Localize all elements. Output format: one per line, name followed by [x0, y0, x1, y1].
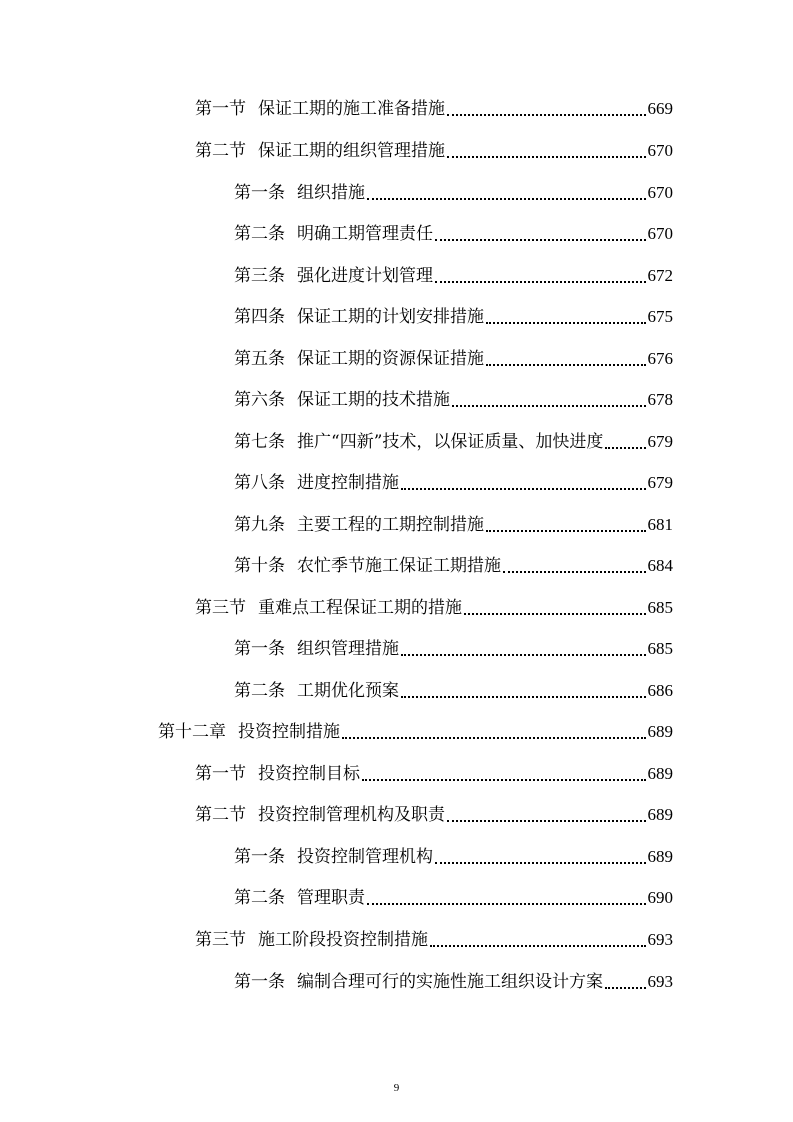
- toc-entry-number: 第五条: [234, 349, 285, 369]
- toc-entry-title: 投资控制管理机构: [297, 847, 433, 867]
- toc-entry-title: 投资控制措施: [238, 722, 340, 742]
- toc-entry-title: 管理职责: [297, 888, 365, 908]
- toc-leader-dots: [486, 530, 646, 532]
- toc-entry[interactable]: [234, 679, 673, 703]
- toc-leader-dots: [342, 737, 646, 739]
- toc-entry[interactable]: [234, 347, 673, 371]
- toc-entry[interactable]: [234, 554, 673, 578]
- toc-entry-title: 投资控制目标: [258, 764, 360, 784]
- toc-entry-number: 第一条: [234, 972, 285, 992]
- toc-entry-title: 编制合理可行的实施性施工组织设计方案: [297, 972, 603, 992]
- toc-leader-dots: [605, 447, 645, 449]
- toc-entry[interactable]: [234, 430, 673, 454]
- toc-leader-dots: [486, 322, 646, 324]
- toc-leader-dots: [362, 779, 646, 781]
- toc-entry-page: 689: [647, 805, 673, 824]
- toc-entry[interactable]: [234, 471, 673, 495]
- toc-entry[interactable]: [234, 513, 673, 537]
- toc-entry-title: 保证工期的技术措施: [297, 390, 450, 410]
- toc-leader-dots: [486, 364, 646, 366]
- toc-entry-number: 第一节: [195, 99, 246, 119]
- toc-entry-title: 保证工期的组织管理措施: [258, 141, 445, 161]
- toc-entry-page: 670: [647, 224, 673, 243]
- toc-entry-title: 进度控制措施: [297, 473, 399, 493]
- toc-entry[interactable]: [195, 97, 673, 121]
- toc-leader-dots: [447, 114, 646, 116]
- toc-entry[interactable]: [234, 181, 673, 205]
- toc-entry[interactable]: [234, 264, 673, 288]
- toc-entry-page: 669: [647, 99, 673, 118]
- toc-entry-page: 679: [647, 473, 673, 492]
- toc-leader-dots: [401, 654, 646, 656]
- toc-entry-number: 第一条: [234, 183, 285, 203]
- toc-leader-dots: [430, 945, 646, 947]
- toc-entry-number: 第二条: [234, 224, 285, 244]
- toc-entry-title: 明确工期管理责任: [297, 224, 433, 244]
- toc-entry-page: 676: [647, 349, 673, 368]
- toc-entry-number: 第十条: [234, 556, 285, 576]
- toc-entry-title: 重难点工程保证工期的措施: [258, 598, 462, 618]
- toc-entry-number: 第一条: [234, 639, 285, 659]
- toc-entry[interactable]: [234, 845, 673, 869]
- toc-entry-title: 保证工期的施工准备措施: [258, 99, 445, 119]
- toc-leader-dots: [464, 613, 646, 615]
- toc-entry-page: 675: [647, 307, 673, 326]
- toc-entry-page: 684: [647, 556, 673, 575]
- toc-entry-number: 第三节: [195, 598, 246, 618]
- toc-entry-page: 685: [647, 598, 673, 617]
- toc-entry-number: 第二节: [195, 141, 246, 161]
- toc-entry-number: 第八条: [234, 473, 285, 493]
- toc-leader-dots: [447, 820, 646, 822]
- toc-entry-number: 第九条: [234, 515, 285, 535]
- toc-entry[interactable]: [234, 388, 673, 412]
- toc-entry-title: 施工阶段投资控制措施: [258, 930, 428, 950]
- toc-entry-title: 保证工期的计划安排措施: [297, 307, 484, 327]
- toc-entry-title: 农忙季节施工保证工期措施: [297, 556, 501, 576]
- toc-entry-number: 第三条: [234, 266, 285, 286]
- toc-entry-title: 保证工期的资源保证措施: [297, 349, 484, 369]
- toc-entry-page: 685: [647, 639, 673, 658]
- toc-entry-number: 第四条: [234, 307, 285, 327]
- toc-entry[interactable]: [195, 803, 673, 827]
- toc-entry-page: 679: [647, 432, 673, 451]
- toc-entry-page: 693: [647, 930, 673, 949]
- toc-leader-dots: [605, 987, 646, 989]
- toc-entry-number: 第二条: [234, 888, 285, 908]
- toc-entry-page: 681: [647, 515, 673, 534]
- toc-entry[interactable]: [234, 305, 673, 329]
- toc-entry[interactable]: [158, 720, 673, 744]
- toc-entry-number: 第六条: [234, 390, 285, 410]
- toc-leader-dots: [503, 571, 646, 573]
- toc-leader-dots: [367, 198, 646, 200]
- toc-entry-page: 686: [647, 681, 673, 700]
- toc-entry[interactable]: [195, 139, 673, 163]
- toc-entry[interactable]: [195, 928, 673, 952]
- toc-entry-page: 689: [647, 847, 673, 866]
- toc-entry-page: 670: [647, 141, 673, 160]
- toc-entry-page: 678: [647, 390, 673, 409]
- toc-entry-page: 693: [647, 972, 673, 991]
- toc-entry-number: 第一条: [234, 847, 285, 867]
- toc-entry-number: 第十二章: [158, 722, 226, 742]
- toc-entry-title: 投资控制管理机构及职责: [258, 805, 445, 825]
- toc-entry-number: 第二条: [234, 681, 285, 701]
- toc-entry-number: 第一节: [195, 764, 246, 784]
- toc-leader-dots: [435, 862, 646, 864]
- page-number: 9: [393, 1082, 400, 1094]
- toc-entry-title: 组织措施: [297, 183, 365, 203]
- toc-leader-dots: [401, 696, 646, 698]
- toc-entry-page: 689: [647, 764, 673, 783]
- toc-entry-number: 第二节: [195, 805, 246, 825]
- toc-entry[interactable]: [234, 886, 673, 910]
- toc-entry-page: 670: [647, 183, 673, 202]
- toc-leader-dots: [435, 281, 646, 283]
- toc-entry-number: 第三节: [195, 930, 246, 950]
- toc-entry-title: 强化进度计划管理: [297, 266, 433, 286]
- toc-entry[interactable]: [234, 970, 673, 994]
- toc-entry-title: 组织管理措施: [297, 639, 399, 659]
- toc-entry-title: 主要工程的工期控制措施: [297, 515, 484, 535]
- toc-leader-dots: [367, 903, 646, 905]
- toc-entry-number: 第七条: [234, 432, 285, 452]
- toc-leader-dots: [447, 156, 646, 158]
- toc-entry-title: 推广“四新”技术，以保证质量、加快进度: [297, 432, 604, 452]
- toc-leader-dots: [401, 488, 646, 490]
- toc-entry[interactable]: [234, 637, 673, 661]
- toc-leader-dots: [452, 405, 646, 407]
- toc-leader-dots: [435, 239, 646, 241]
- toc-entry[interactable]: [195, 762, 673, 786]
- toc-entry-title: 工期优化预案: [297, 681, 399, 701]
- toc-entry-page: 690: [647, 888, 673, 907]
- toc-entry[interactable]: [195, 596, 673, 620]
- toc-entry[interactable]: [234, 222, 673, 246]
- toc-entry-page: 672: [647, 266, 673, 285]
- toc-entry-page: 689: [647, 722, 673, 741]
